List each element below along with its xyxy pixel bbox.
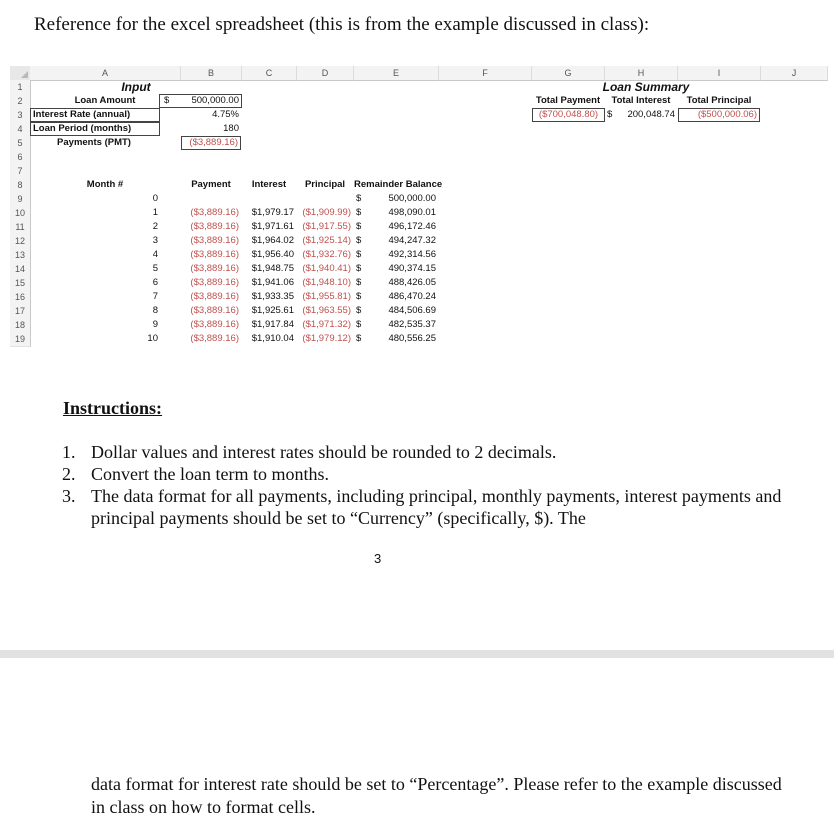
schedule-payment-cell: ($3,889.16) bbox=[190, 333, 239, 344]
payments-label: Payments (PMT) bbox=[57, 137, 131, 148]
loan-period-value: 180 bbox=[223, 123, 239, 134]
schedule-principal-cell: ($1,971.32) bbox=[302, 319, 351, 330]
page-divider bbox=[0, 650, 834, 658]
total-principal-value: ($500,000.06) bbox=[678, 108, 760, 122]
row-header: 5 bbox=[10, 136, 31, 151]
schedule-month-cell: 3 bbox=[152, 235, 158, 246]
row-header: 9 bbox=[10, 192, 31, 207]
total-interest-value: 200,048.74 bbox=[627, 109, 675, 120]
currency-symbol: $ bbox=[356, 333, 362, 344]
row-header: 1 bbox=[10, 80, 31, 95]
column-header-h: H bbox=[605, 66, 678, 81]
schedule-interest-cell: $1,948.75 bbox=[251, 263, 294, 274]
interest-rate-label: Interest Rate (annual) bbox=[30, 108, 160, 122]
row-header: 11 bbox=[10, 220, 31, 235]
row-header: 2 bbox=[10, 94, 31, 109]
currency-symbol: $ bbox=[356, 249, 362, 260]
instruction-item bbox=[62, 441, 782, 463]
schedule-principal-cell: ($1,940.41) bbox=[302, 263, 351, 274]
schedule-principal-cell: ($1,932.76) bbox=[302, 249, 351, 260]
input-title: Input bbox=[121, 80, 151, 94]
instruction-item bbox=[62, 485, 782, 529]
column-header-d: D bbox=[297, 66, 354, 81]
schedule-interest-cell: $1,971.61 bbox=[251, 221, 294, 232]
row-header: 6 bbox=[10, 150, 31, 165]
column-header-f: F bbox=[439, 66, 532, 81]
schedule-payment-cell bbox=[181, 192, 239, 206]
schedule-month-cell: 5 bbox=[152, 263, 158, 274]
currency-symbol: $ bbox=[356, 235, 362, 246]
schedule-balance-cell: 494,247.32 bbox=[388, 235, 436, 246]
column-header-e: E bbox=[354, 66, 439, 81]
schedule-interest-cell: $1,933.35 bbox=[251, 291, 294, 302]
total-principal-label: Total Principal bbox=[686, 95, 752, 106]
currency-symbol: $ bbox=[356, 305, 362, 316]
instructions-list bbox=[62, 441, 782, 529]
month-header: Month # bbox=[86, 179, 124, 190]
currency-symbol: $ bbox=[356, 319, 362, 330]
currency-symbol: $ bbox=[356, 277, 362, 288]
schedule-month-cell: 0 bbox=[152, 193, 158, 204]
loan-amount-cell bbox=[159, 94, 242, 108]
schedule-payment-cell: ($3,889.16) bbox=[190, 305, 239, 316]
row-header: 4 bbox=[10, 122, 31, 137]
instruction-text: The data format for all payments, including principal, monthly payments, interest payments and principal payments should be set to “Currency” (specifically, $). The bbox=[91, 486, 782, 528]
row-header: 19 bbox=[10, 332, 31, 347]
schedule-principal-cell bbox=[297, 192, 351, 206]
schedule-interest-cell: $1,941.06 bbox=[251, 277, 294, 288]
instruction-number: 1. bbox=[62, 442, 76, 462]
schedule-payment-cell: ($3,889.16) bbox=[190, 319, 239, 330]
instruction-text: Convert the loan term to months. bbox=[91, 464, 329, 484]
row-header: 17 bbox=[10, 304, 31, 319]
currency-symbol: $ bbox=[356, 193, 362, 204]
select-all-corner bbox=[10, 66, 30, 80]
total-payment-label: Total Payment bbox=[535, 95, 601, 106]
schedule-interest-cell: $1,979.17 bbox=[251, 207, 294, 218]
schedule-principal-cell: ($1,917.55) bbox=[302, 221, 351, 232]
row-header: 3 bbox=[10, 108, 31, 123]
row-header: 15 bbox=[10, 276, 31, 291]
instruction-item bbox=[62, 463, 782, 485]
instructions-title: Instructions: bbox=[63, 398, 163, 418]
schedule-payment-cell: ($3,889.16) bbox=[190, 277, 239, 288]
currency-symbol: $ bbox=[607, 109, 613, 120]
spreadsheet-screenshot bbox=[10, 66, 828, 360]
schedule-balance-cell: 490,374.15 bbox=[388, 263, 436, 274]
schedule-balance-cell: 496,172.46 bbox=[388, 221, 436, 232]
schedule-interest-cell bbox=[242, 192, 294, 206]
schedule-month-cell: 4 bbox=[152, 249, 158, 260]
column-header-b: B bbox=[181, 66, 242, 81]
schedule-principal-cell: ($1,909.99) bbox=[302, 207, 351, 218]
loan-amount-value: 500,000.00 bbox=[191, 95, 239, 106]
row-header: 18 bbox=[10, 318, 31, 333]
total-payment-value: ($700,048.80) bbox=[532, 108, 605, 122]
instruction-number: 2. bbox=[62, 464, 76, 484]
schedule-month-cell: 8 bbox=[152, 305, 158, 316]
column-header-a: A bbox=[30, 66, 181, 81]
total-interest-cell bbox=[607, 108, 677, 122]
schedule-principal-cell: ($1,979.12) bbox=[302, 333, 351, 344]
currency-symbol: $ bbox=[164, 95, 170, 106]
row-header: 10 bbox=[10, 206, 31, 221]
instruction-number: 3. bbox=[62, 486, 76, 506]
schedule-month-cell: 9 bbox=[152, 319, 158, 330]
interest-header: Interest bbox=[251, 179, 287, 190]
schedule-payment-cell: ($3,889.16) bbox=[190, 207, 239, 218]
currency-symbol: $ bbox=[356, 263, 362, 274]
schedule-month-cell: 2 bbox=[152, 221, 158, 232]
schedule-interest-cell: $1,925.61 bbox=[251, 305, 294, 316]
page-number: 3 bbox=[374, 551, 382, 566]
row-header: 14 bbox=[10, 262, 31, 277]
interest-rate-value: 4.75% bbox=[212, 109, 239, 120]
schedule-balance-cell: 498,090.01 bbox=[388, 207, 436, 218]
schedule-balance-cell: 480,556.25 bbox=[388, 333, 436, 344]
schedule-principal-cell: ($1,925.14) bbox=[302, 235, 351, 246]
schedule-payment-cell: ($3,889.16) bbox=[190, 263, 239, 274]
row-header: 13 bbox=[10, 248, 31, 263]
total-interest-label: Total Interest bbox=[611, 95, 671, 106]
schedule-payment-cell: ($3,889.16) bbox=[190, 291, 239, 302]
schedule-month-cell: 10 bbox=[147, 333, 158, 344]
schedule-interest-cell: $1,956.40 bbox=[251, 249, 294, 260]
currency-symbol: $ bbox=[356, 291, 362, 302]
loan-period-label: Loan Period (months) bbox=[30, 122, 160, 136]
schedule-principal-cell: ($1,963.55) bbox=[302, 305, 351, 316]
schedule-balance-cell: 486,470.24 bbox=[388, 291, 436, 302]
column-header-g: G bbox=[532, 66, 605, 81]
schedule-payment-cell: ($3,889.16) bbox=[190, 221, 239, 232]
schedule-interest-cell: $1,964.02 bbox=[251, 235, 294, 246]
schedule-month-cell: 1 bbox=[152, 207, 158, 218]
schedule-principal-cell: ($1,948.10) bbox=[302, 277, 351, 288]
loan-summary-title: Loan Summary bbox=[602, 80, 690, 94]
column-header-i: I bbox=[678, 66, 761, 81]
instruction-continued-text: data format for interest rate should be set to “Percentage”. Please refer to the example discussed in class on how to format cells. bbox=[91, 774, 782, 817]
row-header: 8 bbox=[10, 178, 31, 193]
schedule-interest-cell: $1,917.84 bbox=[251, 319, 294, 330]
schedule-payment-cell: ($3,889.16) bbox=[190, 249, 239, 260]
payments-value: ($3,889.16) bbox=[181, 136, 241, 150]
schedule-month-cell: 6 bbox=[152, 277, 158, 288]
row-header: 16 bbox=[10, 290, 31, 305]
row-header: 7 bbox=[10, 164, 31, 179]
column-header-j: J bbox=[761, 66, 828, 81]
schedule-balance-cell: 484,506.69 bbox=[388, 305, 436, 316]
payment-header: Payment bbox=[191, 179, 231, 190]
currency-symbol: $ bbox=[356, 221, 362, 232]
schedule-balance-cell: 492,314.56 bbox=[388, 249, 436, 260]
page-heading: Reference for the excel spreadsheet (this is from the example discussed in class): bbox=[34, 14, 650, 35]
principal-header: Principal bbox=[304, 179, 346, 190]
schedule-balance-cell: 500,000.00 bbox=[388, 193, 436, 204]
currency-symbol: $ bbox=[356, 207, 362, 218]
column-header-c: C bbox=[242, 66, 297, 81]
row-header: 12 bbox=[10, 234, 31, 249]
schedule-interest-cell: $1,910.04 bbox=[251, 333, 294, 344]
schedule-month-cell: 7 bbox=[152, 291, 158, 302]
instruction-text: Dollar values and interest rates should be rounded to 2 decimals. bbox=[91, 442, 557, 462]
schedule-payment-cell: ($3,889.16) bbox=[190, 235, 239, 246]
balance-header: Remainder Balance bbox=[354, 179, 443, 190]
schedule-principal-cell: ($1,955.81) bbox=[302, 291, 351, 302]
schedule-balance-cell: 488,426.05 bbox=[388, 277, 436, 288]
schedule-balance-cell: 482,535.37 bbox=[388, 319, 436, 330]
loan-amount-label: Loan Amount bbox=[74, 95, 136, 106]
